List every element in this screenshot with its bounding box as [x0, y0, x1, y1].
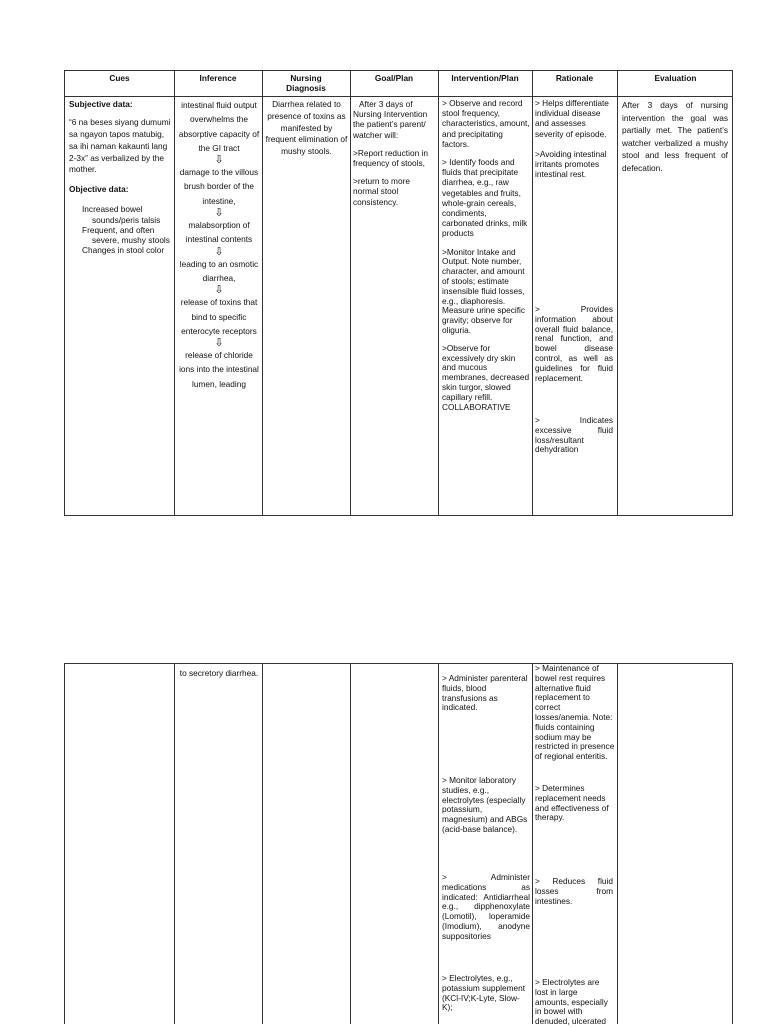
goal-cell	[353, 99, 433, 215]
rationale-item: >Avoiding intestinal irritants promotes intestinal rest.	[535, 148, 607, 180]
intervention-item: >Monitor Intake and Output. Note number, character, and amount of stools; estimate insensible fluid losses, e.g., diaphoresis. Measure urine specific gravity; observe for oliguria.	[442, 246, 526, 336]
inference-cell	[177, 98, 261, 391]
goal-intro: After 3 days of Nursing Intervention the patient’s parent/ watcher will:	[353, 99, 428, 140]
intervention-item: > Identify foods and fluids that precipitate diarrhea, e.g., raw vegetables and fruits, whole-grain cereals, condiments, carbonated drinks, milk products	[442, 157, 528, 239]
inference-step: leading to an osmotic diarrhea,	[179, 258, 259, 283]
rationale-item: > Determines replacement needs and effectiveness of therapy.	[535, 783, 609, 823]
inference-continued: to secretory diarrhea.	[179, 668, 259, 678]
rationale-cell	[535, 98, 613, 187]
inference-step: malabsorption of intestinal contents	[185, 220, 253, 245]
header-goal-plan: Goal/Plan	[374, 73, 414, 83]
header-nursing-diagnosis: Nursing Diagnosis	[286, 73, 326, 93]
objective-item: Increased bowel sounds/peris talsis	[82, 204, 161, 225]
header-intervention-plan: Intervention/Plan	[451, 73, 519, 83]
intervention-item: > Electrolytes, e.g., potassium supplement (KCl-IV;K-Lyte, Slow-K);	[442, 973, 526, 1013]
down-arrow-icon: ⇩	[214, 337, 224, 350]
rationale-item: > Indicates excessive fluid loss/resultant dehydration	[535, 415, 613, 455]
rationale-item: > Provides information about overall fluid balance, renal function, and bowel disease control, as well as guidelines for fluid replacement.	[535, 304, 613, 383]
header-rationale: Rationale	[555, 73, 594, 83]
inference-step: release of chloride ions into the intestinal lumen, leading	[179, 350, 259, 389]
inference-step: intestinal fluid output overwhelms the absorptive capacity of the GI tract	[178, 100, 260, 153]
down-arrow-icon: ⇩	[214, 207, 224, 220]
header-cues: Cues	[109, 73, 130, 83]
intervention-item: > Administer parenteral fluids, blood transfusions as indicated.	[442, 673, 528, 713]
objective-list	[69, 204, 172, 255]
rationale-item: > Helps differentiate individual disease and assesses severity of episode.	[535, 98, 609, 139]
objective-label: Objective data:	[69, 184, 129, 195]
intervention-item: >Observe for excessively dry skin and mucous membranes, decreased skin turgor, slowed capillary refill.	[442, 342, 530, 402]
goal-item: >return to more normal stool consistency.	[353, 176, 410, 207]
subjective-label: Subjective data:	[69, 99, 133, 109]
header-evaluation: Evaluation	[654, 73, 697, 83]
rationale-item: > Reduces fluid losses from intestines.	[535, 876, 613, 906]
collaborative-label: COLLABORATIVE	[442, 401, 511, 412]
evaluation-text: After 3 days of nursing intervention the goal was partially met. The patient’s watcher verbalized a mushy stool and less frequent of defecation.	[622, 100, 728, 173]
care-plan-table-page-1	[64, 70, 733, 516]
intervention-cell	[442, 98, 530, 412]
down-arrow-icon: ⇩	[214, 284, 224, 297]
subjective-quote: “6 na beses siyang dumumi sa ngayon tapos matubig, sa ihi naman kakaunti lang 2-3x” as verbalized by the mother.	[69, 117, 171, 175]
intervention-item: > Monitor laboratory studies, e.g., electrolytes (especially potassium, magnesium) and ABGs (acid-base balance).	[442, 775, 528, 834]
objective-item: Frequent, and often severe, mushy stools	[82, 224, 170, 245]
rationale-item: > Maintenance of bowel rest requires alternative fluid replacement to correct losses/anemia. Note: fluids containing sodium may be restricted in presence of regional enteritis.	[535, 663, 615, 762]
cues-cell	[69, 99, 172, 255]
down-arrow-icon: ⇩	[214, 154, 224, 167]
care-plan-table-page-2	[64, 663, 733, 1027]
objective-item: Changes in stool color	[82, 245, 165, 256]
down-arrow-icon: ⇩	[214, 245, 224, 258]
rationale-item: > Electrolytes are lost in large amounts, especially in bowel with denuded, ulcerated	[535, 977, 608, 1027]
inference-step: damage to the villous brush border of the intestine,	[179, 167, 259, 206]
nursing-diagnosis-text: Diarrhea related to presence of toxins as manifested by frequent elimination of mushy stools.	[265, 99, 348, 157]
intervention-item: > Administer medications as indicated: Antidiarrheal e.g., dipphenoxylate (Lomotil), loperamide (Imodium), anodyne suppositories	[442, 872, 530, 941]
intervention-item: > Observe and record stool frequency, characteristics, amount, and precipitating factors.	[442, 98, 530, 149]
inference-step: release of toxins that bind to specific enterocyte receptors	[180, 297, 258, 336]
header-inference: Inference	[199, 73, 237, 83]
goal-item: >Report reduction in frequency of stools,	[353, 147, 428, 169]
